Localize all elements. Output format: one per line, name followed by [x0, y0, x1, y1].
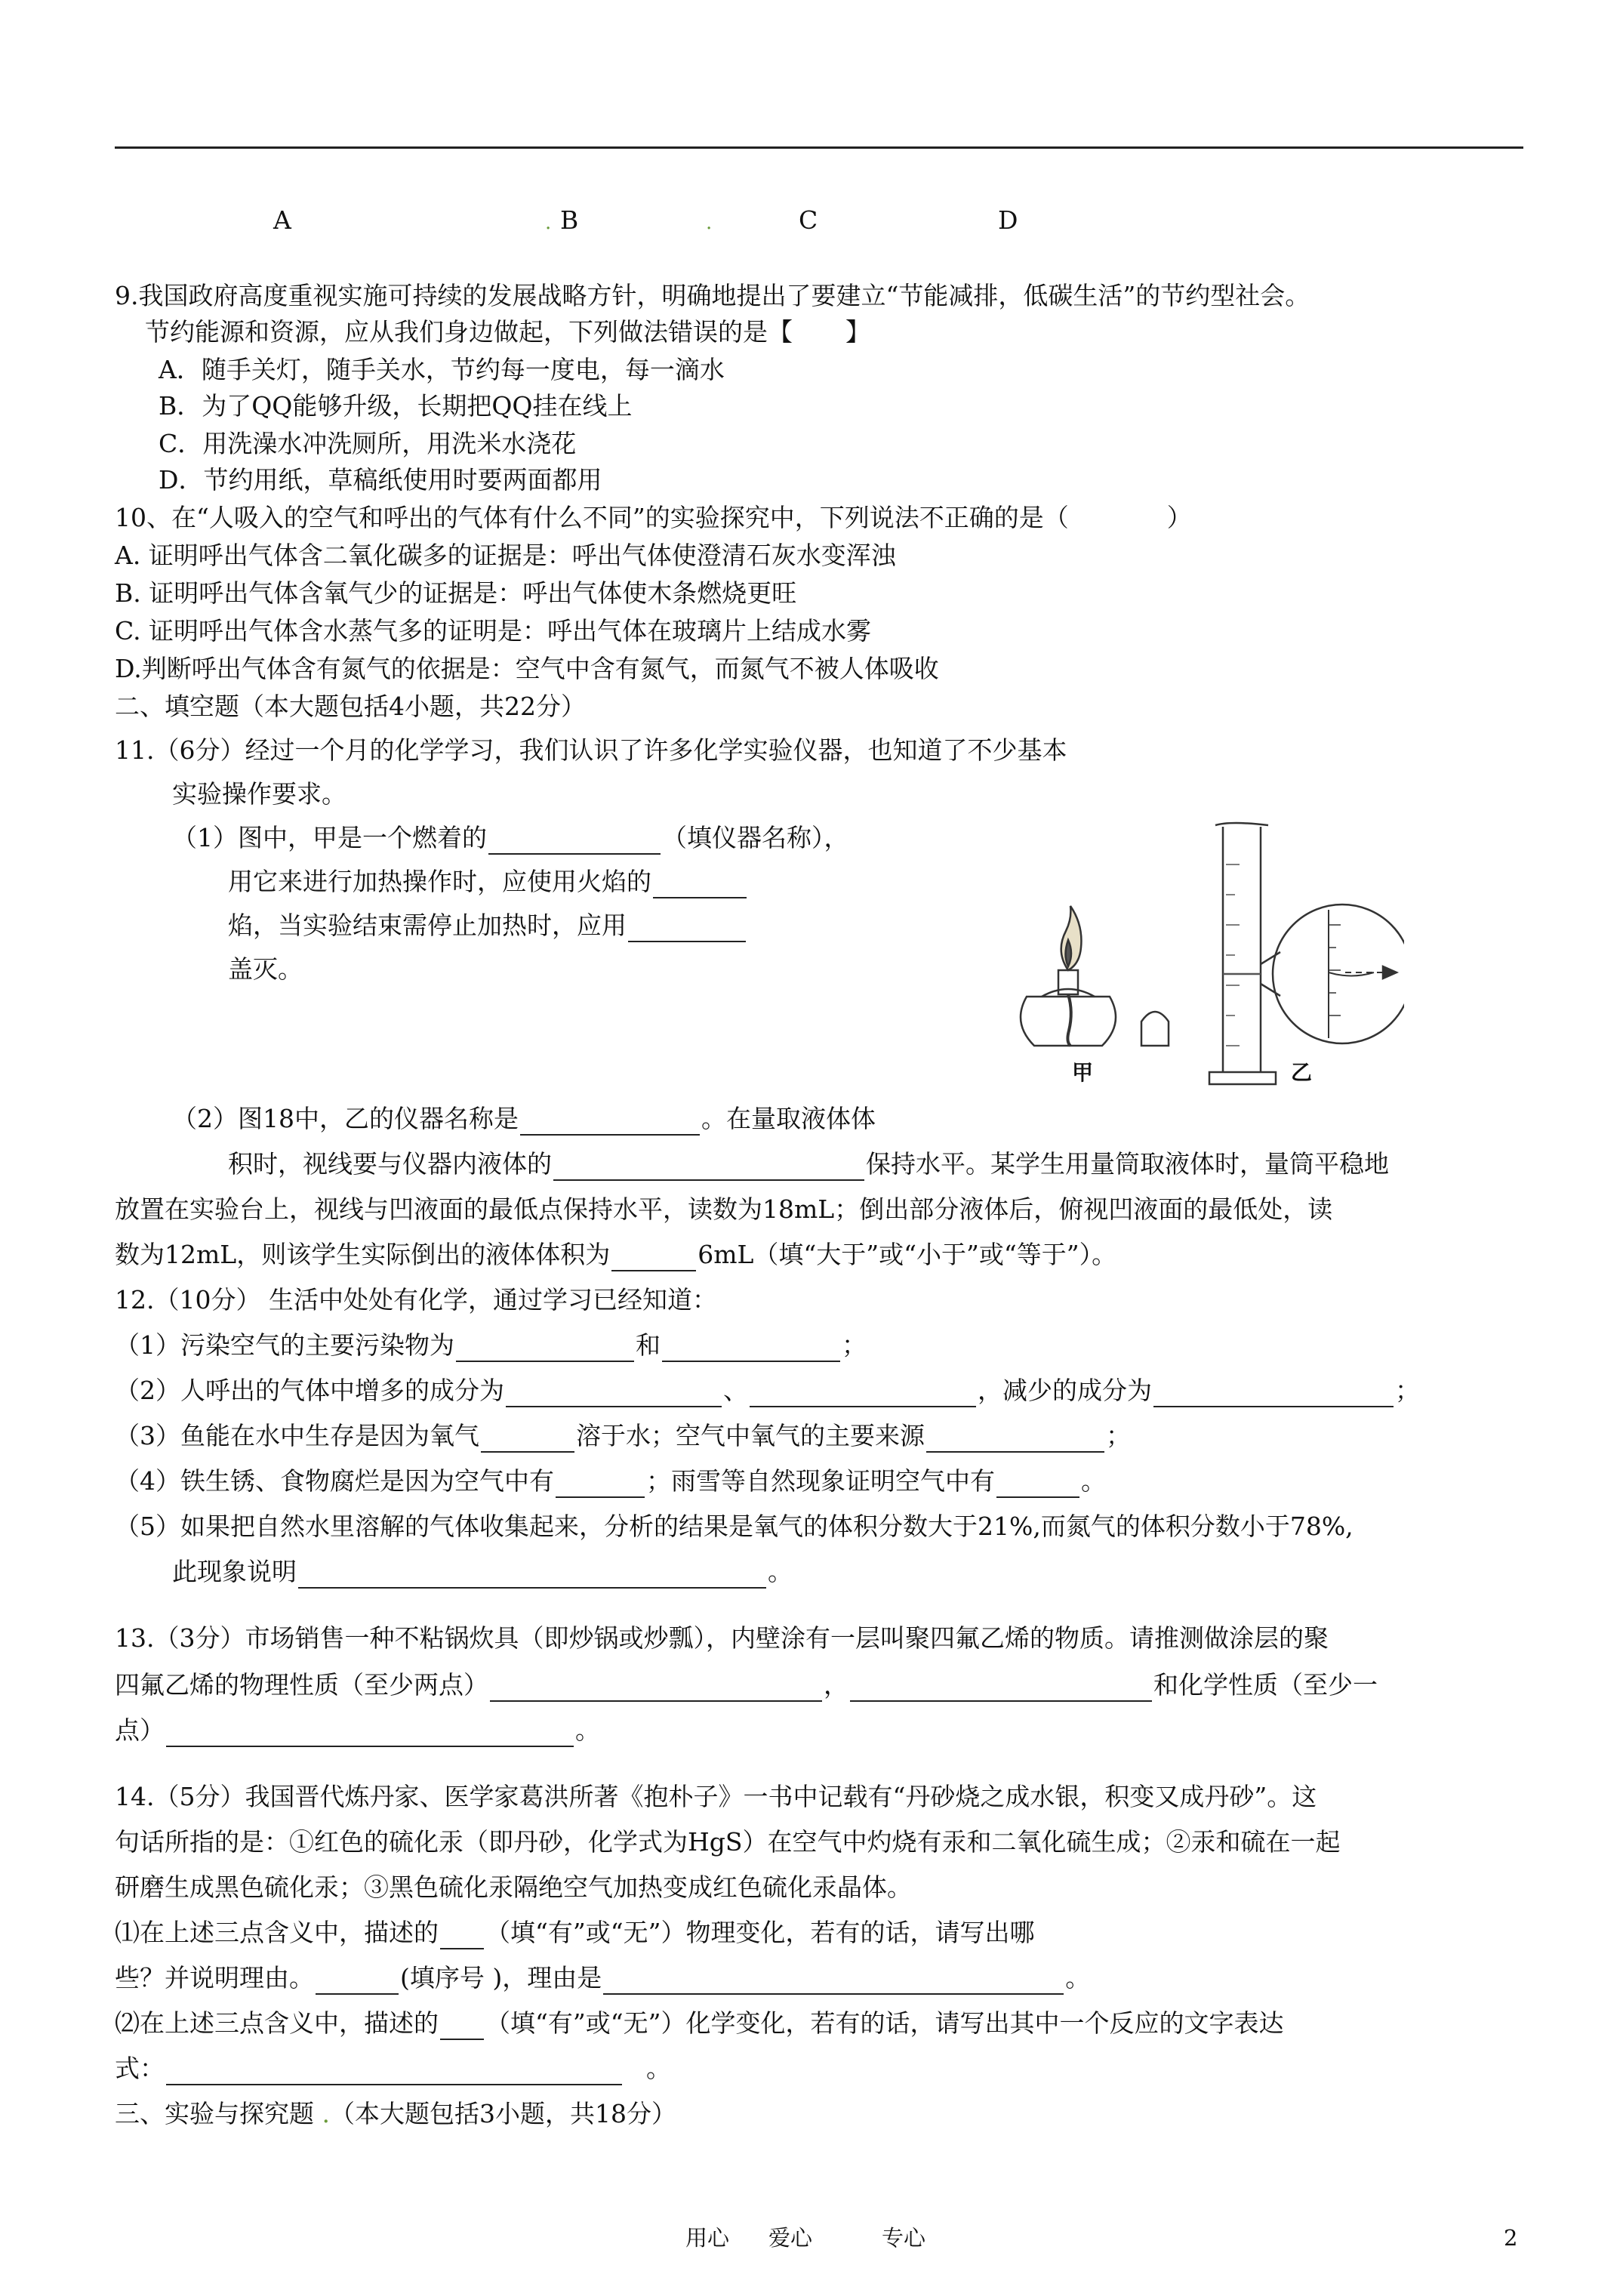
answer-blank[interactable] [611, 1244, 696, 1271]
footer-motto-2: 爱心 [768, 2225, 813, 2251]
answer-blank[interactable] [653, 871, 747, 898]
q11-part2-line1 [172, 1102, 876, 1136]
q14-line1: 14.（5分）我国晋代炼丹家、医学家葛洪所著《抱朴子》一书中记载有“丹砂烧之成水银，积变又成丹砂”。这 [115, 1782, 1317, 1811]
answer-blank[interactable] [440, 2013, 484, 2040]
q12-text: 溶于水；空气中氧气的主要来源 [576, 1421, 925, 1450]
answer-blank[interactable] [488, 827, 661, 855]
q12-stem: 12.（10分） 生活中处处有化学，通过学习已经知道： [115, 1285, 717, 1314]
q9-bracket-end: 】 [845, 317, 870, 347]
answer-blank[interactable] [456, 1335, 634, 1362]
stray-dot: . [322, 2099, 330, 2128]
q11-text: （1）图中，甲是一个燃着的 [172, 823, 487, 852]
page-number: 2 [1504, 2225, 1518, 2251]
q14-text: 式： [115, 2054, 165, 2083]
stray-dot: . [545, 211, 552, 234]
option-label-b: B [560, 205, 579, 235]
option-label-a: A [273, 205, 291, 235]
answer-blank[interactable] [556, 1471, 645, 1498]
q10-option-c: C. 证明呼出气体含水蒸气多的证明是：呼出气体在玻璃片上结成水雾 [115, 616, 872, 646]
q13-text: 点） [115, 1715, 165, 1745]
lab-apparatus-figure [996, 819, 1404, 1089]
q11-text: 保持水平。某学生用量筒取液体时，量筒平稳地 [866, 1149, 1389, 1179]
q9-stem-line1: 9.我国政府高度重视实施可持续的发展战略方针，明确地提出了要建立“节能减排，低碳生活”的节约型社会。 [115, 281, 1310, 310]
q11-part1-line2 [228, 865, 748, 898]
q14-text: (填序号 )，理由是 [400, 1963, 602, 1992]
q11-text: 焰，当实验结束需停止加热时，应用 [228, 911, 627, 940]
answer-blank[interactable] [553, 1154, 864, 1181]
q9-stem-text: 节约能源和资源，应从我们身边做起，下列做法错误的是【 [145, 317, 793, 347]
q14-text: （填“有”或“无”）化学变化，若有的话，请写出其中一个反应的文字表达 [485, 2008, 1284, 2038]
q14-part2-line1 [115, 2007, 1283, 2040]
lamp-cap-icon [1141, 1012, 1169, 1046]
q10-option-a: A. 证明呼出气体含二氧化碳多的证据是：呼出气体使澄清石灰水变浑浊 [115, 541, 896, 570]
q11-text: 。在量取液体体 [701, 1104, 876, 1133]
q13-text: 。 [575, 1715, 600, 1745]
q12-text: （1）污染空气的主要污染物为 [115, 1330, 454, 1360]
q12-line1 [115, 1329, 867, 1362]
q10-stem [115, 501, 1192, 535]
q11-part1-line1 [172, 821, 849, 855]
q12-text: 此现象说明 [172, 1557, 297, 1586]
answer-blank[interactable] [166, 1720, 574, 1747]
answer-blank[interactable] [850, 1675, 1152, 1702]
answer-blank[interactable] [481, 1425, 574, 1453]
q14-text: （填“有”或“无”）物理变化，若有的话，请写出哪 [485, 1918, 1035, 1947]
q13-text: ， [824, 1670, 848, 1700]
q12-text: （3）鱼能在水中生存是因为氧气 [115, 1421, 479, 1450]
answer-blank[interactable] [603, 1968, 1064, 1995]
answer-blank[interactable] [996, 1471, 1079, 1498]
q11-text: （2）图18中，乙的仪器名称是 [172, 1104, 519, 1133]
q14-text: 些？并说明理由。 [115, 1963, 314, 1992]
q11-text: 用它来进行加热操作时，应使用火焰的 [228, 867, 651, 896]
q11-text: 数为12mL，则该学生实际倒出的液体体积为 [115, 1240, 611, 1269]
figure-label-yi: 乙 [1291, 1060, 1313, 1085]
q12-line6 [172, 1555, 793, 1589]
q13-line2 [115, 1669, 1378, 1702]
q11-stem-line2: 实验操作要求。 [172, 779, 346, 809]
answer-blank[interactable] [506, 1380, 722, 1407]
answer-blank[interactable] [520, 1108, 700, 1136]
q14-text: ⑴在上述三点含义中，描述的 [115, 1918, 439, 1947]
q13-text: 四氟乙烯的物理性质（至少两点） [115, 1670, 488, 1700]
answer-blank[interactable] [628, 915, 746, 942]
q12-text: ； [1106, 1421, 1131, 1450]
option-label-d: D [998, 205, 1018, 235]
q14-part1-line2 [115, 1962, 1090, 1995]
q11-text: 积时，视线要与仪器内液体的 [228, 1149, 552, 1179]
q9-option-d: D．节约用纸，草稿纸使用时要两面都用 [159, 465, 602, 495]
q14-part2-line2 [115, 2052, 671, 2085]
option-label-c: C [799, 205, 818, 235]
section3-text: （本大题包括3小题，共18分） [330, 2099, 676, 2128]
section2-heading: 二、填空题（本大题包括4小题，共22分） [115, 692, 586, 721]
q14-text: 。 [646, 2054, 671, 2083]
q12-text: （4）铁生锈、食物腐烂是因为空气中有 [115, 1466, 554, 1496]
answer-blank[interactable] [316, 1968, 399, 1995]
footer-motto-3: 专心 [882, 2225, 926, 2251]
q11-stem-line1: 11.（6分）经过一个月的化学学习，我们认识了许多化学实验仪器，也知道了不少基本 [115, 735, 1067, 765]
q12-text: ； [842, 1330, 867, 1360]
section3-text: 三、实验与探究题 [115, 2099, 322, 2128]
answer-blank[interactable] [662, 1335, 840, 1362]
q12-line4 [115, 1465, 1106, 1498]
section3-heading [115, 2097, 676, 2131]
magnified-view-icon [1261, 905, 1404, 1043]
q14-line2: 句话所指的是：①红色的硫化汞（即丹砂，化学式为HgS）在空气中灼烧有汞和二氧化硫生成；②汞和硫在一起 [115, 1827, 1341, 1857]
q14-line3: 研磨生成黑色硫化汞；③黑色硫化汞隔绝空气加热变成红色硫化汞晶体。 [115, 1872, 912, 1902]
q11-part1-line3 [228, 909, 747, 942]
answer-blank[interactable] [490, 1675, 822, 1702]
q13-text: 和化学性质（至少一 [1153, 1670, 1378, 1700]
answer-blank[interactable] [926, 1425, 1104, 1453]
header-rule [115, 146, 1523, 149]
answer-blank[interactable] [1153, 1380, 1394, 1407]
answer-blank[interactable] [298, 1561, 766, 1589]
q11-part2-line2 [228, 1148, 1389, 1181]
q12-line2 [115, 1374, 1420, 1407]
q12-text: ，减少的成分为 [978, 1376, 1152, 1405]
q10-stem-text: 10、在“人吸入的空气和呼出的气体有什么不同”的实验探究中，下列说法不正确的是（ [115, 503, 1069, 532]
footer-motto-1: 用心 [685, 2225, 730, 2251]
q12-text: （2）人呼出的气体中增多的成分为 [115, 1376, 504, 1405]
q9-option-c: C．用洗澡水冲洗厕所，用洗米水浇花 [159, 429, 577, 458]
graduated-cylinder-icon [1209, 823, 1276, 1084]
q11-part1-line4: 盖灭。 [228, 954, 303, 984]
q11-part2-line4 [115, 1238, 1116, 1271]
q9-option-b: B．为了QQ能够升级，长期把QQ挂在线上 [159, 391, 633, 421]
q12-text: ； [1395, 1376, 1420, 1405]
q14-text: ⑵在上述三点含义中，描述的 [115, 2008, 439, 2038]
scale-tick-marks [1226, 864, 1240, 1046]
q13-line3 [115, 1714, 600, 1747]
q12-line3 [115, 1419, 1131, 1453]
answer-blank[interactable] [166, 2058, 622, 2085]
q10-option-b: B. 证明呼出气体含氧气少的证据是：呼出气体使木条燃烧更旺 [115, 578, 797, 608]
alcohol-lamp-icon [1021, 906, 1116, 1046]
q14-part1-line1 [115, 1916, 1034, 1949]
q10-bracket-end: ） [1166, 503, 1192, 532]
q9-option-a: A．随手关灯，随手关水，节约每一度电，每一滴水 [159, 355, 725, 384]
q11-text: （填仪器名称）， [662, 823, 849, 852]
q12-text: 。 [1081, 1466, 1106, 1496]
q12-text: 。 [768, 1557, 793, 1586]
q10-option-d: D.判断呼出气体含有氮气的依据是：空气中含有氮气，而氮气不被人体吸收 [115, 654, 939, 683]
figure-label-jia: 甲 [1072, 1060, 1094, 1085]
q12-text: 、 [723, 1376, 748, 1405]
q9-stem-line2 [145, 316, 870, 349]
answer-blank[interactable] [440, 1922, 484, 1949]
answer-blank[interactable] [750, 1380, 976, 1407]
stray-dot: . [706, 211, 713, 234]
q14-text: 。 [1065, 1963, 1091, 1992]
q13-line1: 13.（3分）市场销售一种不粘锅炊具（即炒锅或炒瓢），内壁涂有一层叫聚四氟乙烯的物质。请推测做涂层的聚 [115, 1623, 1329, 1653]
q11-text: 6mL（填“大于”或“小于”或“等于”）。 [698, 1240, 1117, 1269]
q11-part2-line3: 放置在实验台上，视线与凹液面的最低点保持水平，读数为18mL；倒出部分液体后，俯视凹液面的最低处，读 [115, 1194, 1333, 1224]
q12-text: 和 [636, 1330, 661, 1360]
q12-line5: （5）如果把自然水里溶解的气体收集起来，分析的结果是氧气的体积分数大于21%,而氮气的体积分数小于78%, [115, 1512, 1354, 1541]
q12-text: ；雨雪等自然现象证明空气中有 [646, 1466, 995, 1496]
